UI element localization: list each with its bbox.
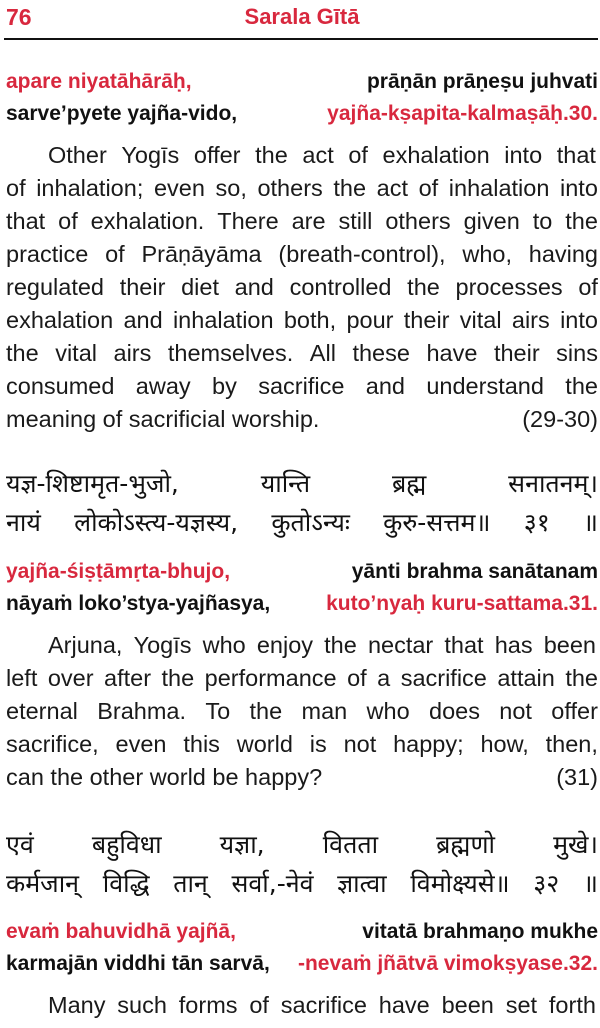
translation-31-line-2 <box>6 665 598 692</box>
word: and <box>365 373 405 399</box>
verse-31-line-1 <box>6 560 598 584</box>
verse-30-line-2-red: yajña-kṣapita-kalmaṣāḥ.30. <box>327 102 598 125</box>
word: controlled <box>289 274 392 300</box>
word: given <box>463 208 520 234</box>
translation-30-line-2 <box>6 175 598 202</box>
word: a <box>377 665 391 691</box>
verse-31-line-1-black: yānti brahma sanātanam <box>351 560 598 583</box>
word: offer <box>193 142 241 168</box>
word: act <box>302 142 334 168</box>
verse-reference-31: (31) <box>556 764 598 790</box>
word: themselves. <box>167 340 294 366</box>
word: having <box>528 241 598 267</box>
sanskrit-word: कुतोऽन्यः <box>271 508 350 537</box>
word: man <box>301 698 348 724</box>
translation-32-line-1 <box>48 992 596 1019</box>
word: sacrifice <box>258 373 345 399</box>
word: away <box>135 373 191 399</box>
sanskrit-word: कुरु-सत्तम॥ <box>383 508 491 537</box>
word: still <box>338 208 373 234</box>
sanskrit-word: ब्रह्मणो <box>436 830 495 859</box>
sanskrit-word: ब्रह्म <box>392 469 427 498</box>
sanskrit-word: तान् <box>173 869 208 898</box>
word: so, <box>215 175 247 201</box>
word: not <box>499 698 532 724</box>
word: these <box>352 340 410 366</box>
word: Yogīs <box>133 632 192 658</box>
word: does <box>429 698 480 724</box>
word: of <box>418 175 439 201</box>
word: into <box>560 175 598 201</box>
sanskrit-word: यान्ति <box>260 469 311 498</box>
verse-32-line-2-black: karmajān viddhi tān sarvā, <box>6 952 270 975</box>
word: pour <box>346 307 394 333</box>
word: the <box>6 340 39 366</box>
word: forth <box>548 992 596 1018</box>
word: not <box>343 731 377 757</box>
sanskrit-word: सनातनम्। <box>508 469 598 498</box>
word: the <box>255 142 288 168</box>
word: and <box>123 307 163 333</box>
verse-31-line-2-black: nāyaṁ loko’stya-yajñasya, <box>6 592 271 615</box>
sanskrit-word: एवं <box>6 830 34 859</box>
word: been <box>543 632 596 658</box>
word: eternal <box>6 698 78 724</box>
word: offer <box>551 698 598 724</box>
word: (breath-control), <box>278 241 446 267</box>
word: vital <box>459 307 502 333</box>
word: the <box>565 208 598 234</box>
word: Prāṇāyāma <box>141 241 262 267</box>
word: inhalation <box>172 307 274 333</box>
sanskrit-31-line-1 <box>6 466 598 500</box>
word: that <box>444 632 484 658</box>
word: by <box>212 373 237 399</box>
word: over <box>47 665 94 691</box>
word: exhalation <box>6 307 114 333</box>
word: sins <box>556 340 598 366</box>
word: that <box>6 208 46 234</box>
word: others <box>257 175 323 201</box>
translation-30-line-1 <box>48 142 596 169</box>
sanskrit-32-line-2 <box>6 866 598 900</box>
word: happy; <box>393 731 464 757</box>
word: Arjuna, <box>48 632 123 658</box>
word: sacrifice <box>280 992 367 1018</box>
word: of <box>347 665 367 691</box>
word: airs <box>511 307 550 333</box>
sanskrit-word: वितता <box>322 830 379 859</box>
translation-30-line-3 <box>6 208 598 235</box>
sanskrit-word: विद्धि <box>102 869 150 898</box>
word: left <box>6 665 38 691</box>
word: of <box>105 241 125 267</box>
word: are <box>291 208 326 234</box>
word: inhalation; <box>36 175 144 201</box>
verse-30-line-1-black: prāṇān prāṇeṣu juhvati <box>366 70 598 93</box>
word: of <box>6 175 26 201</box>
sanskrit-word: ३२ <box>533 869 560 898</box>
sanskrit-word: लोकोऽस्त्य-यज्ञस्य, <box>74 508 239 537</box>
verse-30-line-2 <box>6 102 598 126</box>
word: who <box>202 632 246 658</box>
word: exhalation <box>382 142 490 168</box>
verse-32-line-1 <box>6 920 598 944</box>
sanskrit-word: ॥ <box>582 508 598 537</box>
word: then, <box>545 731 598 757</box>
word: to <box>532 208 553 234</box>
verse-reference-29-30: (29-30) <box>522 406 598 432</box>
verse-31-line-1-red: yajña-śiṣṭāmṛta-bhujo, <box>6 560 231 583</box>
word: both, <box>283 307 337 333</box>
word: have <box>378 992 430 1018</box>
translation-30-line-4 <box>6 241 598 268</box>
word: inhalation <box>448 175 550 201</box>
sanskrit-word: यज्ञा, <box>219 830 265 859</box>
page-header <box>6 4 598 36</box>
sanskrit-word: मुखे। <box>553 830 598 859</box>
translation-30-line-8 <box>6 373 598 400</box>
translation-30-last-text: meaning of sacrificial worship. <box>6 406 320 432</box>
word: sacrifice, <box>6 731 99 757</box>
header-rule <box>4 38 598 40</box>
translation-30-line-5 <box>6 274 598 301</box>
word: is <box>309 731 327 757</box>
word: after <box>104 665 152 691</box>
sanskrit-word: ३१ <box>523 508 550 537</box>
verse-31-line-2-red: kuto’nyaḥ kuru-sattama.31. <box>326 592 598 615</box>
word: the <box>324 632 357 658</box>
word: who, <box>462 241 512 267</box>
word: Many <box>48 992 106 1018</box>
sanskrit-word: कर्मजान् <box>6 869 80 898</box>
sanskrit-word: विमोक्ष्यसे॥ <box>410 869 510 898</box>
verse-30-line-1-red: apare niyatāhārāḥ, <box>6 70 192 93</box>
word: Yogīs <box>121 142 180 168</box>
word: and <box>234 274 274 300</box>
word: of <box>348 142 368 168</box>
word: world <box>236 731 293 757</box>
word: To <box>205 698 231 724</box>
sanskrit-word: सर्वा,-नेवं <box>231 869 314 898</box>
verse-30-line-2-black: sarve’pyete yajña-vido, <box>6 102 238 125</box>
word: of <box>578 274 598 300</box>
word: into <box>504 142 543 168</box>
word: even <box>115 731 167 757</box>
word: their <box>493 340 540 366</box>
word: the <box>161 665 195 691</box>
sanskrit-32-line-1 <box>6 827 598 861</box>
word: the <box>565 373 598 399</box>
word: who <box>366 698 410 724</box>
verse-32-line-2-red: -nevaṁ jñātvā vimokṣyase.32. <box>297 952 598 975</box>
word: sacrifice <box>400 665 487 691</box>
translation-31-line-5 <box>6 764 598 791</box>
translation-30-line-6 <box>6 307 598 334</box>
verse-32-line-1-black: vitatā brahmaṇo mukhe <box>362 920 598 943</box>
word: diet <box>181 274 219 300</box>
verse-30-line-1 <box>6 70 598 94</box>
word: have <box>426 340 478 366</box>
word: their <box>119 274 166 300</box>
word: has <box>494 632 533 658</box>
word: consumed <box>6 373 115 399</box>
word: even <box>153 175 205 201</box>
word: that <box>556 142 596 168</box>
word: into <box>560 307 598 333</box>
running-title: Sarala Gītā <box>244 4 360 29</box>
verse-32-line-2 <box>6 952 598 976</box>
sanskrit-word: नायं <box>6 508 41 537</box>
sanskrit-word: यज्ञ-शिष्टामृत-भुजो, <box>6 469 179 498</box>
sanskrit-31-line-2 <box>6 505 598 539</box>
word: regulated <box>6 274 104 300</box>
verse-31-line-2 <box>6 592 598 616</box>
word: There <box>217 208 279 234</box>
word: enjoy <box>256 632 314 658</box>
word: practice <box>6 241 89 267</box>
word: performance <box>204 665 337 691</box>
translation-31-last-text: can the other world be happy? <box>6 764 323 790</box>
word: Brahma. <box>97 698 187 724</box>
word: forms <box>178 992 238 1018</box>
word: All <box>309 340 336 366</box>
word: exhalation. <box>90 208 205 234</box>
translation-31-line-1 <box>48 632 596 659</box>
word: attain <box>497 665 555 691</box>
word: the <box>333 175 367 201</box>
translation-31-line-4 <box>6 731 598 758</box>
translation-30-line-7 <box>6 340 598 367</box>
translation-31-line-3 <box>6 698 598 725</box>
word: of <box>249 992 269 1018</box>
sanskrit-word: ज्ञात्वा <box>337 869 387 898</box>
word: such <box>117 992 167 1018</box>
word: airs <box>113 340 152 366</box>
sanskrit-word: बहुविधा <box>91 830 162 859</box>
word: of <box>58 208 78 234</box>
word: their <box>403 307 450 333</box>
word: understand <box>426 373 544 399</box>
sanskrit-word: ॥ <box>582 869 598 898</box>
page-number: 76 <box>6 4 32 30</box>
word: been <box>441 992 494 1018</box>
word: the <box>407 274 440 300</box>
translation-30-line-9 <box>6 406 598 433</box>
word: set <box>505 992 538 1018</box>
word: how, <box>480 731 529 757</box>
word: Other <box>48 142 107 168</box>
verse-32-line-1-red: evaṁ bahuvidhā yajñā, <box>6 920 236 943</box>
word: nectar <box>367 632 434 658</box>
word: others <box>385 208 451 234</box>
word: the <box>249 698 283 724</box>
word: processes <box>455 274 563 300</box>
word: act <box>376 175 408 201</box>
word: the <box>565 665 598 691</box>
word: this <box>183 731 220 757</box>
word: vital <box>55 340 97 366</box>
